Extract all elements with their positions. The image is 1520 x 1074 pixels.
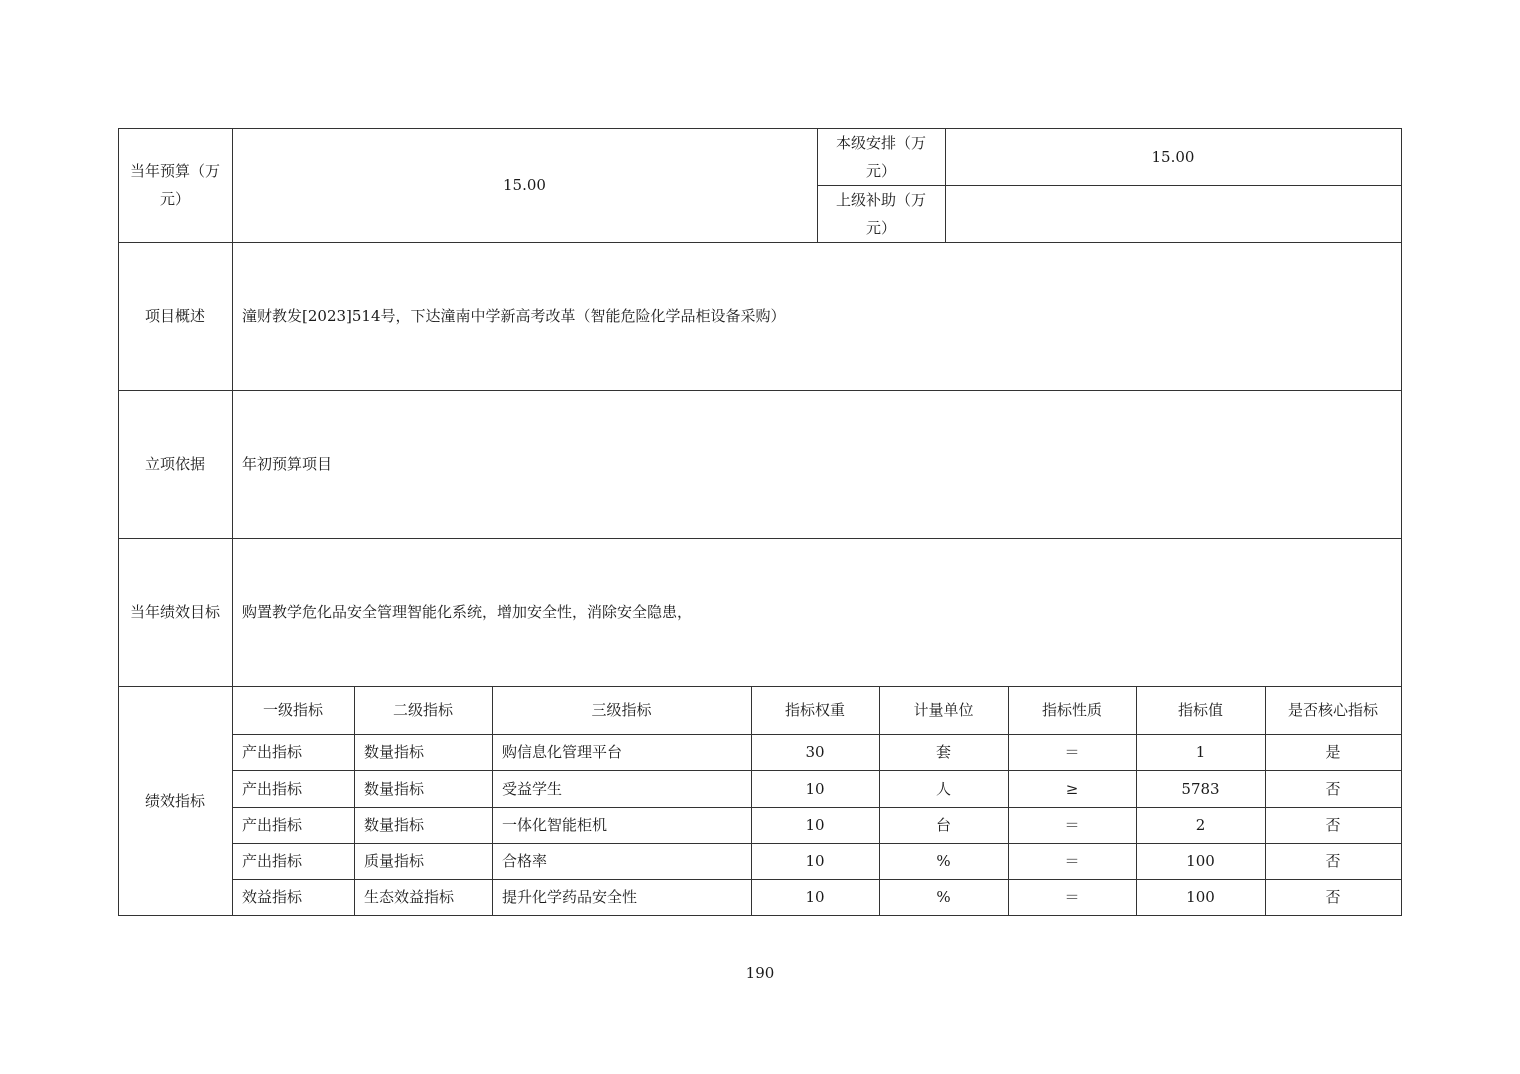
column-header: 是否核心指标	[1287, 701, 1378, 719]
table-cell: 购信息化管理平台	[502, 743, 623, 761]
table-cell: 1	[1195, 743, 1206, 761]
overview-text: 潼财教发[2023]514号，下达潼南中学新高考改革（智能危险化学品柜设备采购）	[242, 307, 786, 325]
table-border-right	[1401, 128, 1402, 916]
upper-subsidy-value	[945, 185, 1401, 242]
table-cell: 效益指标	[242, 888, 303, 906]
table-cell: 否	[1325, 852, 1341, 870]
column-header: 指标值	[1177, 701, 1223, 719]
table-rule	[817, 128, 818, 242]
table-cell: %	[936, 852, 951, 870]
table-cell: ＝	[1064, 743, 1080, 761]
table-cell: 10	[805, 779, 825, 798]
local-arrangement-label: 本级安排（万元）	[835, 133, 926, 180]
table-cell: 30	[805, 743, 825, 761]
column-header: 指标权重	[784, 701, 845, 719]
table-cell: 数量指标	[364, 816, 425, 834]
table-cell: 2	[1195, 816, 1206, 834]
table-cell: 套	[935, 743, 951, 761]
table-cell: ＝	[1064, 852, 1080, 870]
table-cell: %	[936, 888, 951, 906]
overview-label: 项目概述	[144, 307, 205, 325]
table-cell: 数量指标	[364, 779, 425, 798]
table-cell: 一体化智能柜机	[502, 816, 608, 834]
table-cell: 100	[1186, 852, 1215, 870]
goal-text: 购置教学危化品安全管理智能化系统，增加安全性，消除安全隐患，	[242, 603, 693, 621]
table-cell: ＝	[1064, 888, 1080, 906]
column-header: 计量单位	[913, 701, 974, 719]
basis-text: 年初预算项目	[242, 455, 333, 473]
table-cell: 产出指标	[242, 852, 303, 870]
column-header: 一级指标	[262, 701, 323, 719]
table-cell: 否	[1325, 816, 1341, 834]
table-cell: 是	[1325, 743, 1341, 761]
table-cell: ≥	[1065, 779, 1079, 798]
table-cell: 10	[805, 888, 825, 906]
basis-label: 立项依据	[144, 455, 205, 473]
table-cell: 产出指标	[242, 779, 303, 798]
column-header: 指标性质	[1041, 701, 1102, 719]
table-cell: ＝	[1064, 816, 1080, 834]
table-cell: 否	[1325, 888, 1341, 906]
table-cell: 10	[805, 852, 825, 870]
table-cell: 提升化学药品安全性	[502, 888, 638, 906]
table-cell: 10	[805, 816, 825, 834]
table-cell: 5783	[1181, 779, 1220, 798]
table-cell: 否	[1325, 779, 1341, 798]
column-header: 二级指标	[392, 701, 453, 719]
table-cell: 100	[1186, 888, 1215, 906]
table-cell: 合格率	[502, 852, 548, 870]
budget-value: 15.00	[503, 176, 546, 194]
table-cell: 产出指标	[242, 816, 303, 834]
table-cell: 人	[935, 779, 951, 798]
page-number: 190	[745, 964, 775, 982]
upper-subsidy-label: 上级补助（万元）	[835, 190, 926, 237]
indicators-label: 绩效指标	[144, 792, 205, 810]
table-cell: 生态效益指标	[364, 888, 455, 906]
table-cell: 台	[935, 816, 951, 834]
table-cell: 数量指标	[364, 743, 425, 761]
goal-label: 当年绩效目标	[129, 603, 220, 621]
table-cell: 受益学生	[502, 779, 563, 798]
local-arrangement-value: 15.00	[1151, 147, 1195, 166]
budget-label: 当年预算（万元）	[129, 162, 220, 208]
table-cell: 质量指标	[364, 852, 425, 870]
table-border-bottom	[118, 915, 1402, 916]
column-header: 三级指标	[591, 701, 652, 719]
table-cell: 产出指标	[242, 743, 303, 761]
